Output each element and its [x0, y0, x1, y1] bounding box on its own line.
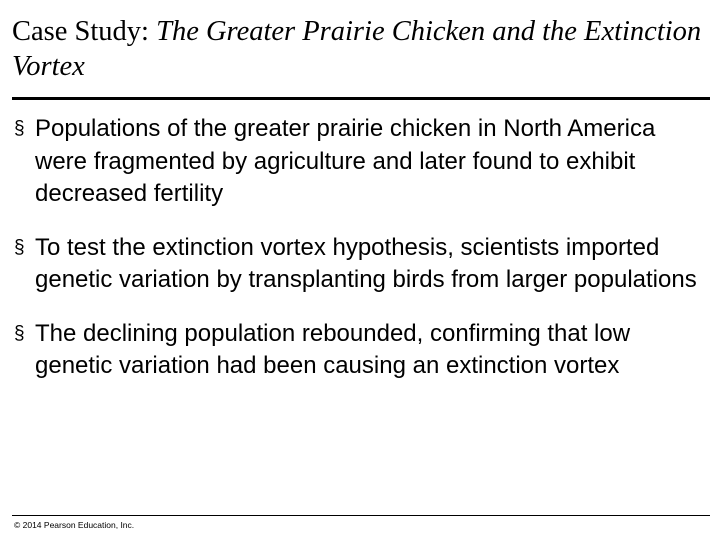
bullet-text: The declining population rebounded, confirming that low genetic variation had been causing an extinction vortex — [35, 319, 631, 379]
section-bullet-icon: § — [14, 236, 25, 258]
title-italic: The Greater Prairie Chicken and the Extinction Vortex — [12, 16, 702, 82]
bullet-text: Populations of the greater prairie chicken in North America were fragmented by agriculture and later found to exhibit decreased fertility — [35, 115, 656, 207]
title-divider — [12, 97, 710, 100]
footer-divider — [12, 515, 710, 516]
bullet-list — [14, 113, 704, 404]
bullet-item — [14, 318, 704, 383]
copyright-notice: © 2014 Pearson Education, Inc. — [14, 520, 135, 530]
bullet-text: To test the extinction vortex hypothesis, scientists imported genetic variation by transplanting birds from larger populations — [35, 233, 697, 293]
bullet-item — [14, 232, 704, 297]
section-bullet-icon: § — [14, 118, 25, 139]
bullet-item — [14, 113, 704, 211]
title-prefix: Case Study: — [12, 16, 157, 47]
section-bullet-icon: § — [14, 322, 25, 344]
slide-title — [12, 14, 702, 84]
